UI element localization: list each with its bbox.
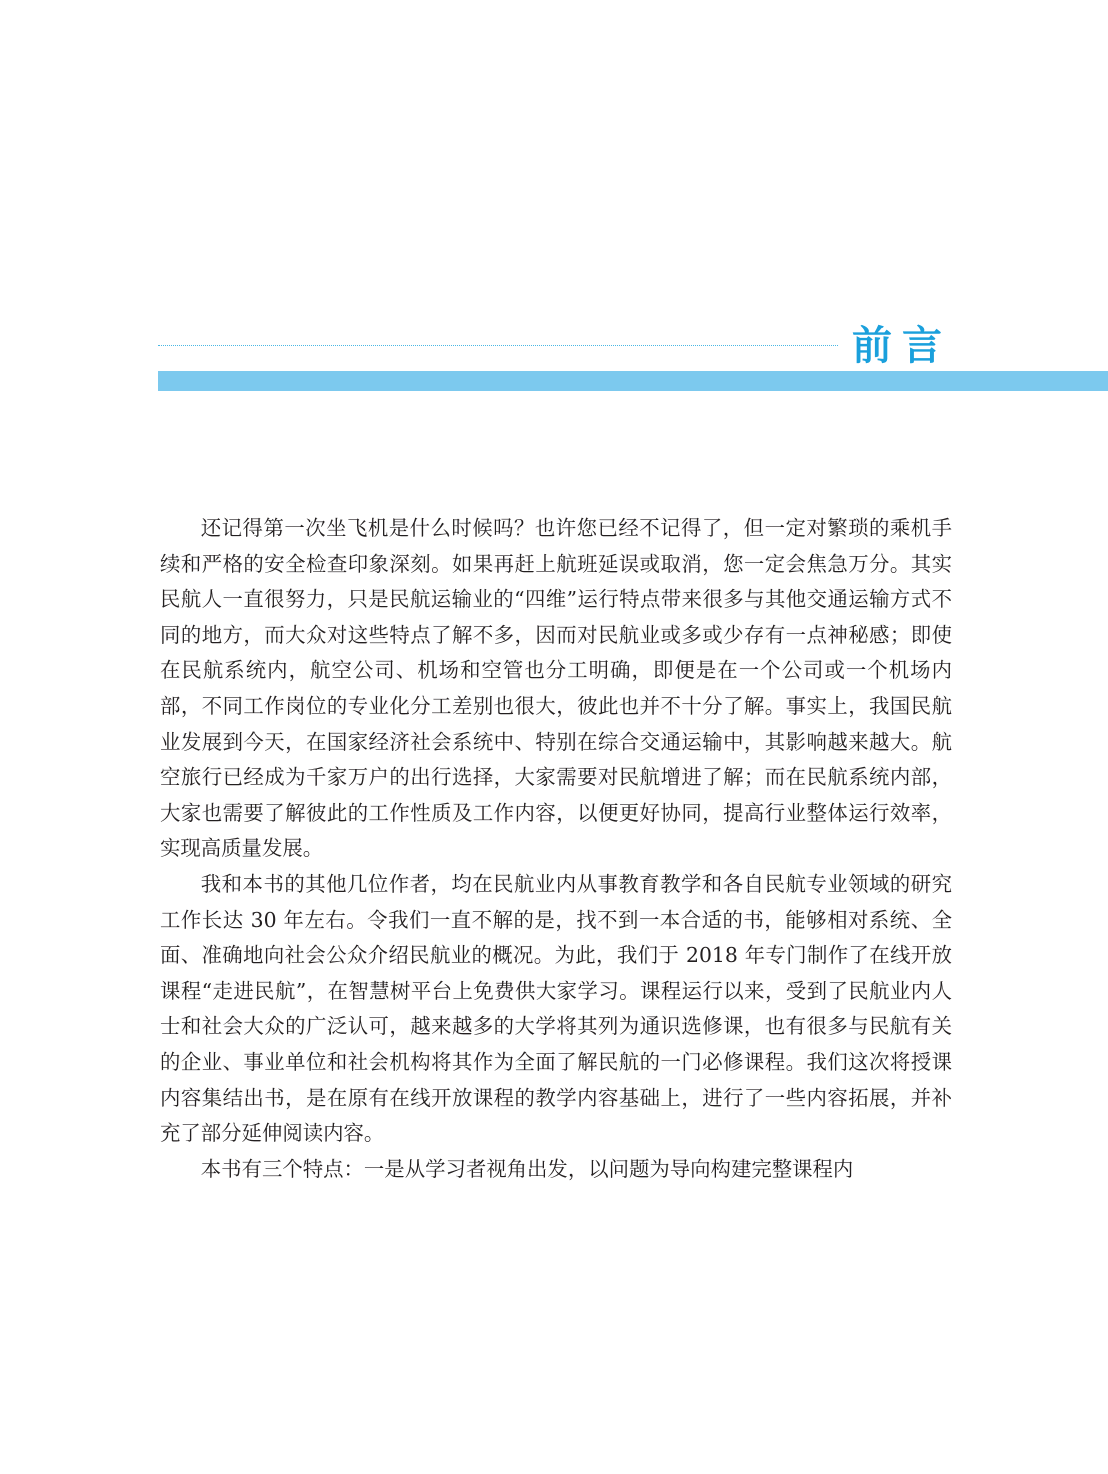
paragraph: 还记得第一次坐飞机是什么时候吗？也许您已经不记得了，但一定对繁琐的乘机手续和严格的安全检查印象深刻。如果再赶上航班延误或取消，您一定会焦急万分。其实民航人一直很努力，只是民航运输业的“四维”运行特点带来很多与其他交通运输方式不同的地方，而大众对这些特点了解不多，因而对民航业或多或少存有一点神秘感；即使在民航系统内，航空公司、机场和空管也分工明确，即便是在一个公司或一个机场内部，不同工作岗位的专业化分工差别也很大，彼此也并不十分了解。事实上，我国民航业发展到今天，在国家经济社会系统中、特别在综合交通运输中，其影响越来越大。航空旅行已经成为千家万户的出行选择，大家需要对民航增进了解；而在民航系统内部，大家也需要了解彼此的工作性质及工作内容，以便更好协同，提高行业整体运行效率，实现高质量发展。 [160,516,952,861]
preface-body [160,511,952,1187]
paragraph: 我和本书的其他几位作者，均在民航业内从事教育教学和各自民航专业领域的研究工作长达 30 年左右。令我们一直不解的是，找不到一本合适的书，能够相对系统、全面、准确地向社会公众介绍民航业的概况。为此，我们于 2018 年专门制作了在线开放课程“走进民航”，在智慧树平台上免费供大家学习。课程运行以来，受到了民航业内人士和社会大众的广泛认可，越来越多的大学将其列为通识选修课，也有很多与民航有关的企业、事业单位和社会机构将其作为全面了解民航的一门必修课程。我们这次将授课内容集结出书，是在原有在线开放课程的教学内容基础上，进行了一些内容拓展，并补充了部分延伸阅读内容。 [160,871,952,1146]
paragraph: 本书有三个特点：一是从学习者视角出发，以问题为导向构建完整课程内 [200,1156,854,1181]
heading-color-band [158,371,1108,391]
heading-dotted-rule [158,345,838,346]
page-title: 前言 [852,323,952,369]
